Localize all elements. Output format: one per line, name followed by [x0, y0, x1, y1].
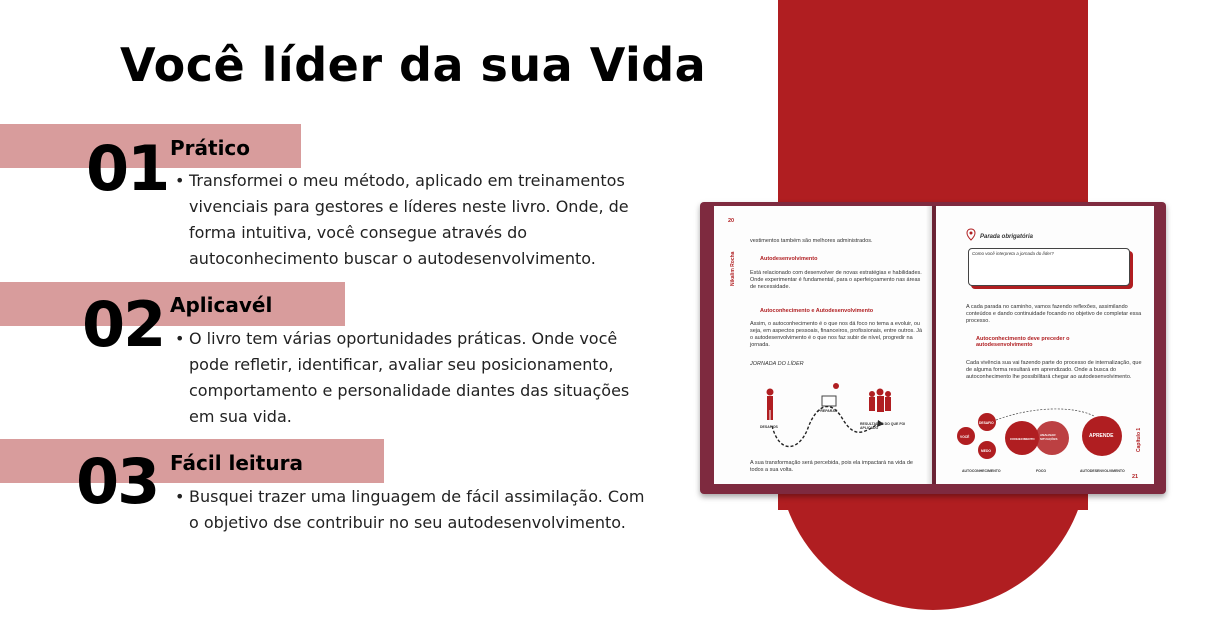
- left-p1: vestimentos também são melhores administrados.: [750, 238, 873, 244]
- item-text-03-content: Busquei trazer uma linguagem de fácil assimilação. Com o objetivo dse contribuir no seu autodesenvolvimento.: [189, 487, 645, 532]
- left-h1: Autodesenvolvimento: [760, 256, 818, 262]
- bullet-icon: •: [175, 329, 185, 348]
- left-label-mid: PREPARAR: [818, 409, 838, 413]
- item-text-03: [175, 484, 655, 536]
- item-number-03: 03: [76, 445, 159, 518]
- circle-analisar: ANALISAR SITUAÇÕES: [1040, 433, 1058, 441]
- circle-conhecimento: CONHECIMENTO: [1010, 437, 1035, 441]
- open-book-image: [700, 198, 1166, 496]
- journey-diagram: [750, 370, 930, 460]
- left-page-number: 20: [728, 218, 735, 224]
- item-heading-01: Prático: [170, 136, 251, 160]
- bullet-icon: •: [175, 171, 185, 190]
- label-autodesenvolvimento: AUTODESENVOLVIMENTO: [1080, 469, 1125, 473]
- circle-aprende: APRENDE: [1089, 433, 1114, 439]
- item-heading-02: Aplicavél: [170, 293, 273, 317]
- right-stop-title: Parada obrigatória: [980, 234, 1034, 240]
- left-h2: Autoconhecimento e Autodesenvolvimento: [760, 308, 874, 314]
- circle-medo: MEDO: [981, 449, 991, 453]
- item-text-01: [175, 168, 655, 272]
- item-text-02: [175, 326, 655, 430]
- right-p1: A cada parada no caminho, vamos fazendo reflexões, assimilando conteúdos e dando continuidade focando no objetivo de completar essa processo.: [966, 304, 1142, 324]
- item-text-02-content: O livro tem várias oportunidades práticas. Onde você pode refletir, identificar, avaliar seu posicionamento, comportamento e personalidade diantes das situações em sua vida.: [189, 329, 630, 426]
- right-page-number: 21: [1132, 474, 1139, 480]
- item-number-01: 01: [86, 132, 169, 205]
- book-right-page: [936, 206, 1154, 484]
- left-p2: Está relacionado com desenvolver de novas estratégias e habilidades. Onde experimentar é fundamental, para o aperfeiçoamento nas áreas de necessidade.: [750, 270, 922, 290]
- right-p2: Cada vivência sua vai fazendo parte do processo de internalização, que de alguma forma resultará em aprendizado. Onde a busca do autoconhecimento lhe possibilitará chegar ao autodesenvolvimento.: [966, 360, 1142, 380]
- bullet-icon: •: [175, 487, 185, 506]
- map-pin-icon: [966, 228, 976, 241]
- circle-voce: VOCÊ: [960, 435, 970, 439]
- item-number-02: 02: [82, 288, 165, 361]
- book-left-page: [714, 206, 932, 484]
- item-text-01-content: Transformei o meu método, aplicado em treinamentos vivenciais para gestores e líderes neste livro. Onde, de forma intuitiva, você consegue através do autoconhecimento buscar o autodesenvolvimento.: [189, 171, 629, 268]
- left-p3: Assim, o autoconhecimento é o que nos dá foco no tema a evoluir, ou seja, em aspectos pessoais, financeiros, profissionais, entre outros. Já o autodesenvolvimento é o que nos faz subir de nível, progredir na jornada.: [750, 321, 923, 348]
- right-question: Como você interpreta a jornada do líder?: [972, 251, 1054, 256]
- page-title: Você líder da sua Vida: [120, 38, 707, 92]
- left-label-end: RESULTADOS DO QUE FOI APLICADO: [860, 422, 906, 430]
- right-h1: Autoconhecimento deve preceder o autodesenvolvimento: [976, 336, 1070, 348]
- left-label-start: DESAFIOS: [760, 425, 778, 429]
- circle-desafio: DESAFIO: [979, 421, 994, 425]
- left-p4: A sua transformação será percebida, pois ela impactará na vida de todos a sua volta.: [750, 460, 913, 473]
- right-chapter: Capítulo 1: [1136, 427, 1142, 452]
- left-diagram-title: JORNADA DO LÍDER: [750, 361, 804, 367]
- label-foco: FOCO: [1036, 469, 1047, 473]
- label-autoconhecimento: AUTOCONHECIMENTO: [962, 469, 1001, 473]
- left-author: Nikalim Rocha: [730, 251, 736, 286]
- item-heading-03: Fácil leitura: [170, 451, 303, 475]
